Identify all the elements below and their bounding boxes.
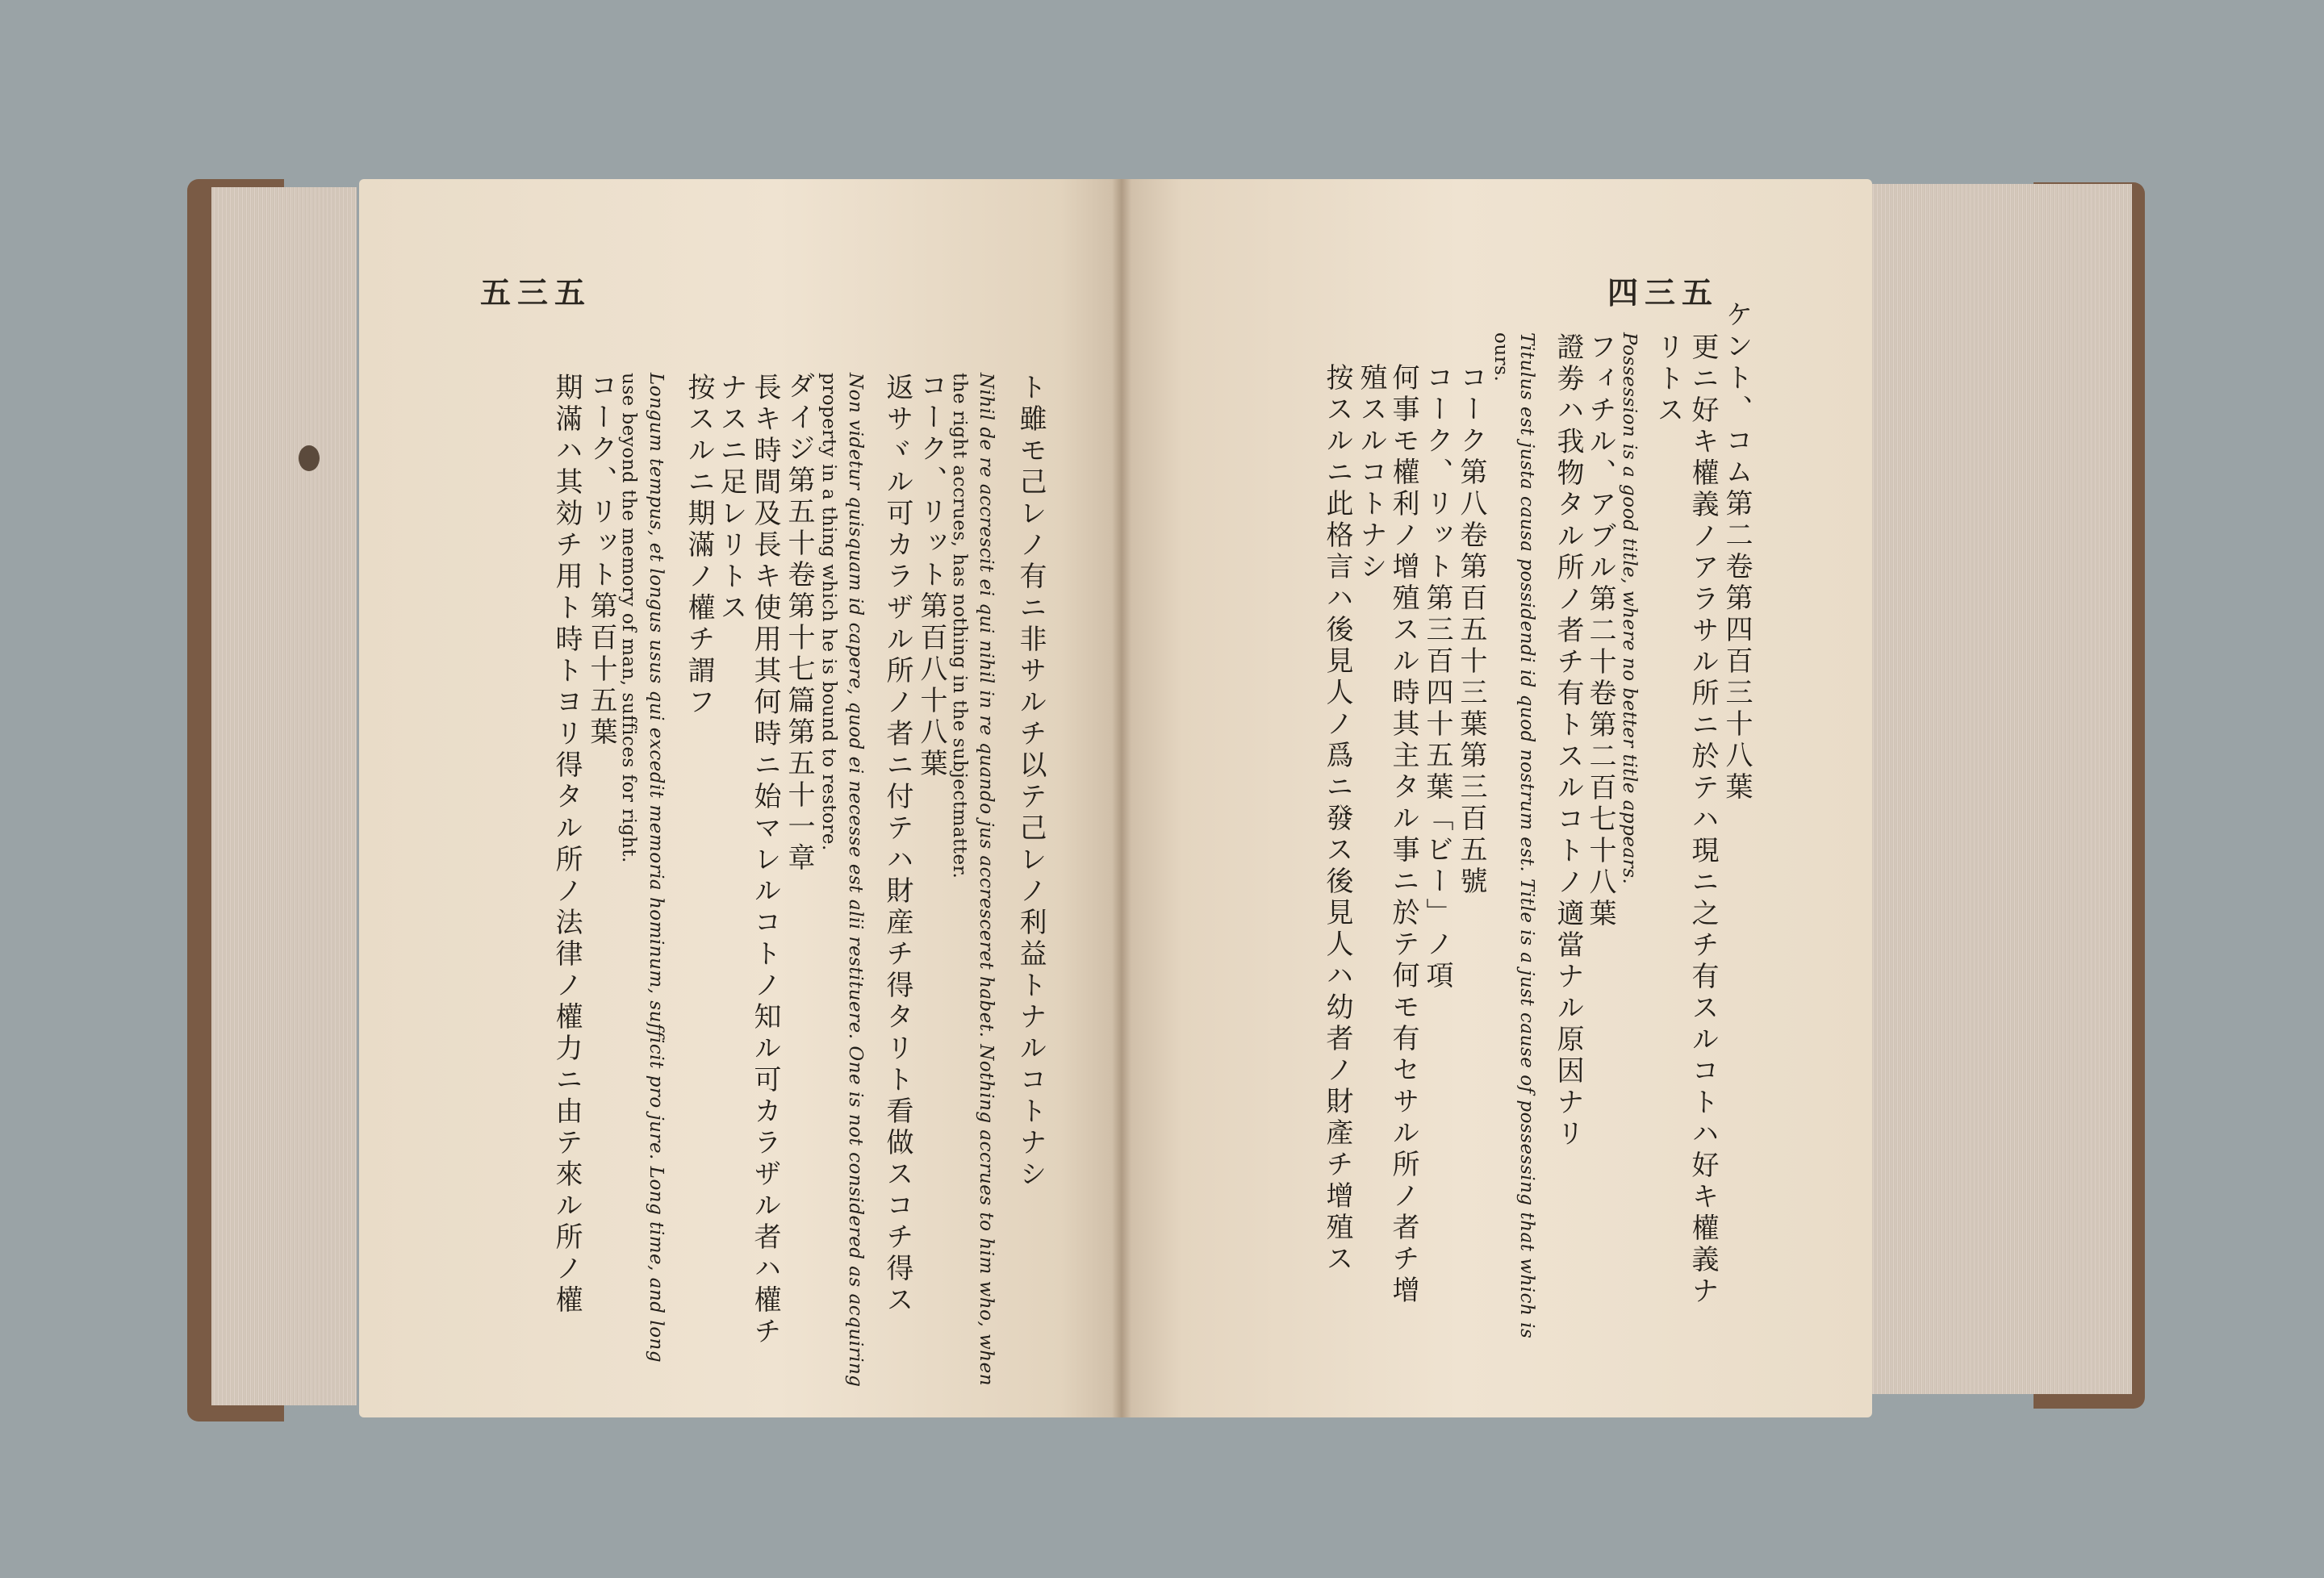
book-gutter bbox=[1112, 179, 1131, 1417]
right-page bbox=[1122, 179, 1872, 1417]
text-line: 更ニ好キ權義ノアラサル所ニ於テハ現ニ之チ有スルコトハ好キ權義ナ bbox=[1687, 332, 1719, 1308]
text-line: 按スルニ期滿ノ權チ謂フ bbox=[683, 373, 715, 719]
text-line: ケント、コム第二卷第四百三十八葉 bbox=[1720, 300, 1753, 804]
text-line: ト雖モ己レノ有ニ非サルチ以テ己レノ利益トナルコトナシ bbox=[1014, 373, 1047, 1191]
text-line: ダイジ第五十卷第十七篇第五十一章 bbox=[783, 371, 815, 875]
page-stack-left bbox=[211, 187, 357, 1405]
text-line: 殖スルコトナシ bbox=[1355, 363, 1387, 583]
text-line: the right accrues, has nothing in the subjectmatter. bbox=[949, 373, 970, 879]
text-line: Longum tempus, et longus usus qui excedit memoria hominum, sufficit pro jure. Long time, and long bbox=[646, 373, 667, 1363]
text-line: コーク第八卷第百五十三葉第三百五號 bbox=[1455, 363, 1487, 898]
text-line: Titulus est justa causa possidendi id quod nostrum est. Title is a just cause of possessing that which is bbox=[1516, 332, 1537, 1339]
text-line: property in a thing which he is bound to restore. bbox=[818, 373, 839, 851]
text-line: コーク、リット第百八十八葉 bbox=[915, 371, 947, 780]
text-line: 返サヾル可カラザル所ノ者ニ付テハ財産チ得タリト看做スコチ得ス bbox=[881, 373, 913, 1317]
text-line: 長キ時間及長キ使用其何時ニ始マレルコトノ知ル可カラザル者ハ權チ bbox=[749, 373, 781, 1348]
text-line: コーク、リット第三百四十五葉「ビー」ノ項 bbox=[1421, 363, 1453, 992]
text-line: Nihil de re accrescit ei qui nihil in re quando jus accresceret habet. Nothing accrues to him who, when bbox=[976, 373, 997, 1387]
page-stack-right bbox=[1870, 184, 2132, 1394]
text-line: Possession is a good title, where no better title appears. bbox=[1619, 332, 1640, 885]
text-line: リトス bbox=[1652, 332, 1684, 427]
text-line: コーク、リット第百十五葉 bbox=[585, 371, 617, 749]
text-line: 證劵ハ我物タル所ノ者チ有トスルコトノ適當ナル原因ナリ bbox=[1552, 332, 1584, 1150]
text-line: ours. bbox=[1490, 332, 1511, 382]
text-line: 何事モ權利ノ增殖スル時其主タル事ニ於テ何モ有セサル所ノ者チ增 bbox=[1387, 363, 1419, 1307]
text-line: use beyond the memory of man, suffices for right. bbox=[618, 373, 639, 863]
left-page bbox=[359, 179, 1122, 1417]
page-number-left: 五三五 bbox=[480, 274, 592, 311]
text-line: 按スルニ此格言ハ後見人ノ爲ニ發ス後見人ハ幼者ノ財產チ增殖ス bbox=[1321, 363, 1353, 1275]
text-line: フィチル、アブル第二十卷第二百七十八葉 bbox=[1584, 332, 1616, 930]
binding-hole bbox=[299, 445, 320, 471]
text-line: Non videtur quisquam id capere, quod ei necesse est alii restituere. One is not considered as acquiring bbox=[845, 373, 866, 1388]
page-number-right: 四三五 bbox=[1607, 274, 1719, 311]
text-line: 期滿ハ其効チ用ト時トヨリ得タル所ノ法律ノ權力ニ由テ來ル所ノ權 bbox=[550, 373, 583, 1317]
text-line: ナスニ足レリトス bbox=[715, 373, 747, 624]
